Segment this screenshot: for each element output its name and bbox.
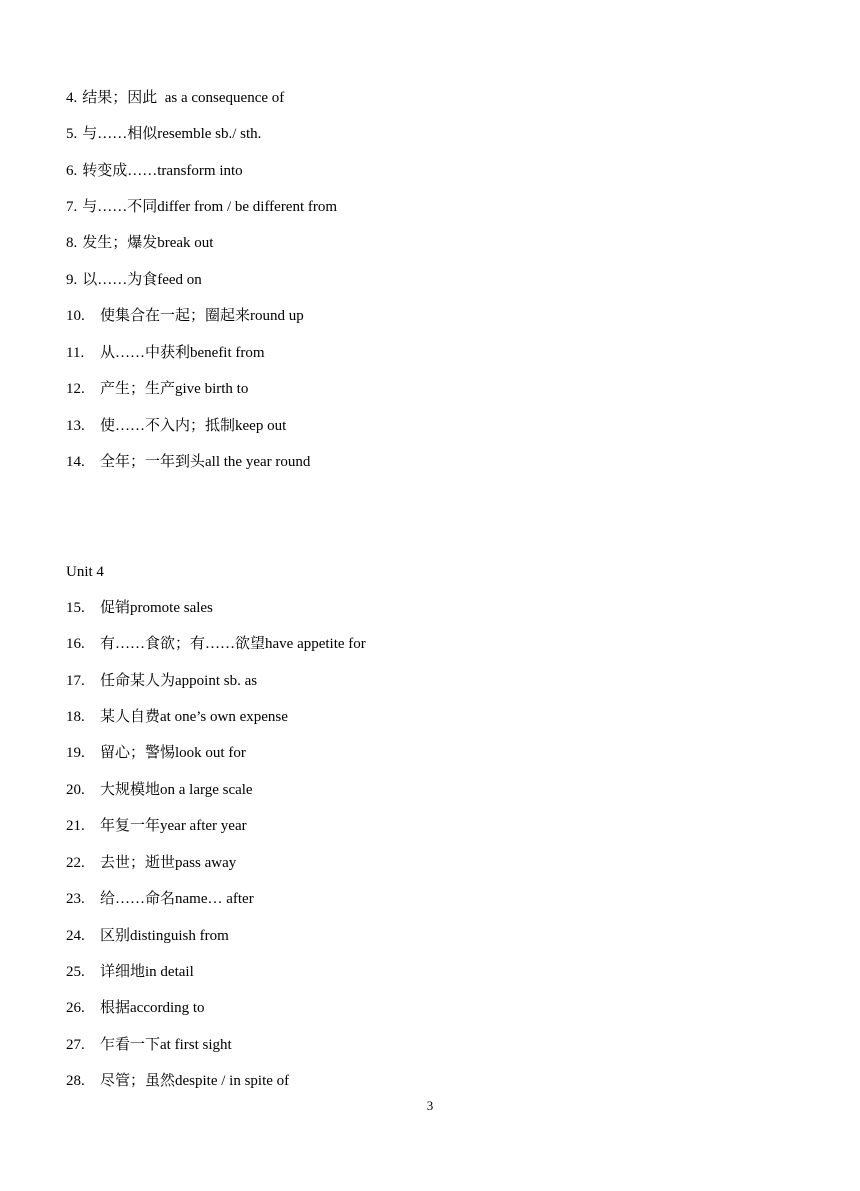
item-text: 以……为食feed on (82, 272, 202, 288)
list-item (66, 926, 229, 946)
item-text: 根据according to (100, 1000, 205, 1016)
item-number: 12. (66, 381, 85, 397)
item-number: 16. (66, 636, 85, 652)
list-item (66, 197, 337, 217)
list-item (66, 816, 247, 836)
list-item (66, 707, 288, 727)
item-text: 尽管；虽然despite / in spite of (100, 1073, 290, 1089)
list-item (66, 853, 236, 873)
item-number: 27. (66, 1037, 85, 1053)
item-text: 发生；爆发break out (82, 235, 214, 251)
item-text: 与……不同differ from / be different from (82, 199, 338, 215)
item-number: 18. (66, 709, 85, 725)
item-number: 5. (66, 126, 78, 142)
item-text: 从……中获利benefit from (100, 345, 265, 361)
item-number: 13. (66, 418, 85, 434)
list-item (66, 962, 194, 982)
list-item (66, 743, 246, 763)
item-text: 任命某人为appoint sb. as (100, 673, 258, 689)
item-number: 17. (66, 673, 85, 689)
section-heading: Unit 4 (66, 564, 104, 580)
item-number: 28. (66, 1073, 85, 1089)
list-item (66, 124, 261, 144)
item-number: 25. (66, 964, 85, 980)
item-text: 去世；逝世pass away (100, 855, 237, 871)
item-number: 7. (66, 199, 78, 215)
item-text: 详细地in detail (100, 964, 194, 980)
item-number: 8. (66, 235, 78, 251)
item-number: 26. (66, 1000, 85, 1016)
item-text: 乍看一下at first sight (100, 1037, 232, 1053)
list-item (66, 889, 254, 909)
page-number: 3 (426, 1098, 434, 1113)
list-item (66, 416, 286, 436)
item-text: 促销promote sales (100, 600, 213, 616)
list-item (66, 1071, 289, 1091)
item-text: 全年；一年到头all the year round (100, 454, 311, 470)
item-number: 14. (66, 454, 85, 470)
item-text: 转变成……transform into (82, 163, 243, 179)
item-text: 区别distinguish from (100, 928, 229, 944)
list-item (66, 598, 213, 618)
item-text: 有……食欲；有……欲望have appetite for (100, 636, 366, 652)
item-text: 使……不入内；抵制keep out (100, 418, 287, 434)
item-number: 19. (66, 745, 85, 761)
item-number: 22. (66, 855, 85, 871)
list-item (66, 343, 265, 363)
list-item (66, 233, 213, 253)
item-text: 某人自费at one’s own expense (100, 709, 288, 725)
item-number: 23. (66, 891, 85, 907)
list-item (66, 306, 304, 326)
item-number: 15. (66, 600, 85, 616)
item-number: 24. (66, 928, 85, 944)
item-text: 使集合在一起；圈起来round up (100, 308, 304, 324)
list-item (66, 1035, 232, 1055)
list-item (66, 452, 310, 472)
item-number: 10. (66, 308, 85, 324)
list-item (66, 88, 284, 108)
item-text: 产生；生产give birth to (100, 381, 249, 397)
list-item (66, 161, 243, 181)
list-item (66, 780, 253, 800)
list-item (66, 998, 205, 1018)
list-item (66, 671, 257, 691)
list-item (66, 270, 202, 290)
item-number: 21. (66, 818, 85, 834)
list-item (66, 634, 366, 654)
item-number: 20. (66, 782, 85, 798)
item-text: 与……相似resemble sb./ sth. (82, 126, 262, 142)
item-text: 结果；因此 as a consequence of (82, 90, 285, 106)
item-text: 大规模地on a large scale (100, 782, 253, 798)
item-number: 4. (66, 90, 78, 106)
item-text: 年复一年year after year (100, 818, 247, 834)
item-number: 9. (66, 272, 78, 288)
item-number: 6. (66, 163, 78, 179)
list-item (66, 379, 248, 399)
item-text: 给……命名name… after (100, 891, 254, 907)
item-number: 11. (66, 345, 85, 361)
item-text: 留心；警惕look out for (100, 745, 246, 761)
